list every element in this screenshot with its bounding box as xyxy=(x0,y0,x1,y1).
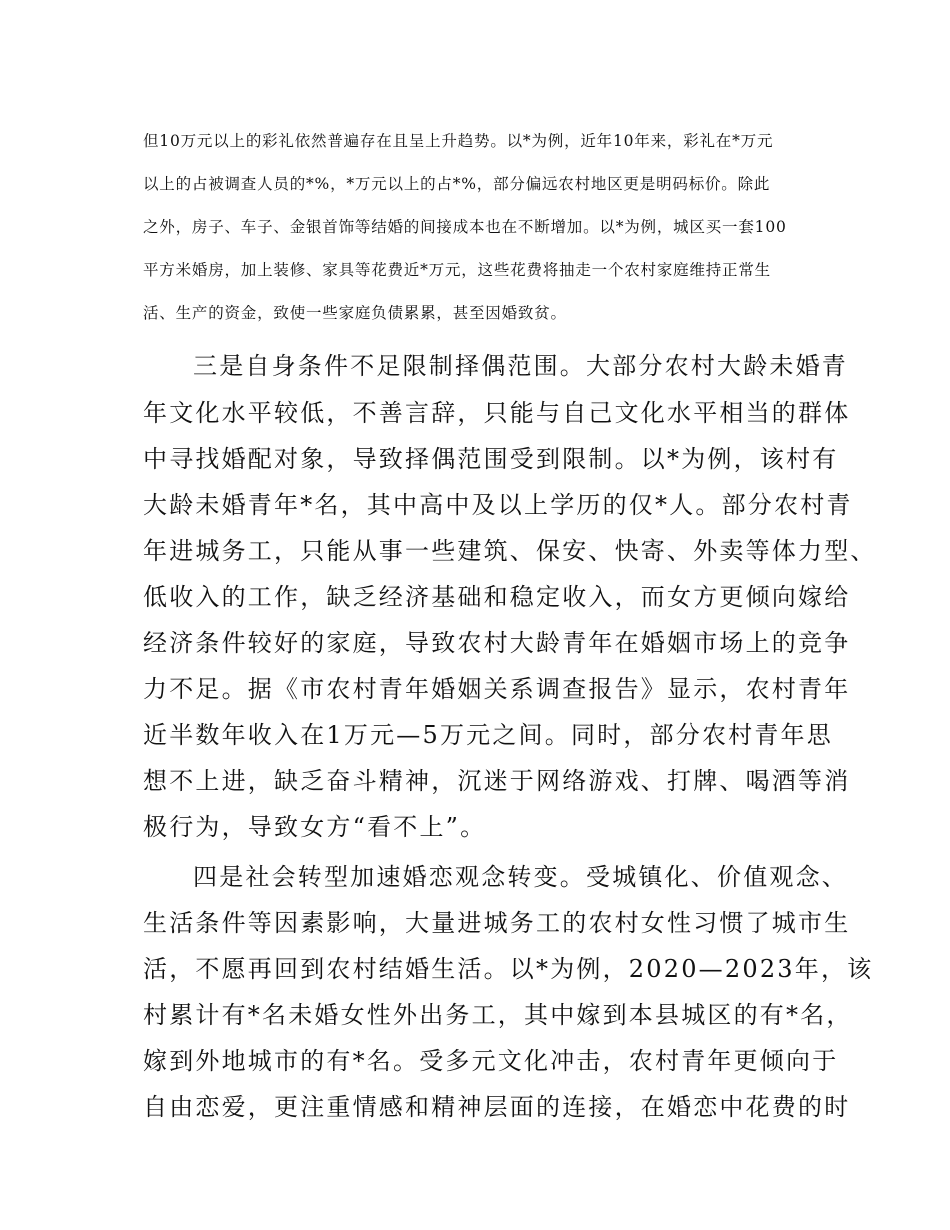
text-line: 大龄未婚青年*名，其中高中及以上学历的仅*人。部分农村青 xyxy=(143,491,853,519)
text-line: 极行为，导致女方“看不上”。 xyxy=(143,813,487,841)
text-line: 经济条件较好的家庭，导致农村大龄青年在婚姻市场上的竞争 xyxy=(143,629,851,657)
text-line: 但10万元以上的彩礼依然普遍存在且呈上升趋势。以*为例，近年10年来，彩礼在*万元 xyxy=(143,132,774,150)
text-line: 活，不愿再回到农村结婚生活。以*为例，2020—2023年，该 xyxy=(143,955,874,983)
text-line: 近半数年收入在1万元—5万元之间。同时，部分农村青年思 xyxy=(143,721,833,749)
text-line: 力不足。据《市农村青年婚姻关系调查报告》显示，农村青年 xyxy=(143,675,851,703)
text-line: 以上的占被调查人员的*%，*万元以上的占*%，部分偏远农村地区更是明码标价。除此 xyxy=(143,175,771,193)
text-line: 自由恋爱，更注重情感和精神层面的连接，在婚恋中花费的时 xyxy=(143,1093,851,1121)
text-line: 年文化水平较低，不善言辞，只能与自己文化水平相当的群体 xyxy=(143,399,851,427)
text-line: 年进城务工，只能从事一些建筑、保安、快寄、外卖等体力型、 xyxy=(143,537,877,565)
text-line: 平方米婚房，加上装修、家具等花费近*万元，这些花费将抽走一个农村家庭维持正常生 xyxy=(143,261,771,279)
text-line: 四是社会转型加速婚恋观念转变。受城镇化、价值观念、 xyxy=(193,863,848,891)
text-line: 中寻找婚配对象，导致择偶范围受到限制。以*为例，该村有 xyxy=(143,445,839,473)
text-line: 之外，房子、车子、金银首饰等结婚的间接成本也在不断增加。以*为例，城区买一套100 xyxy=(143,218,787,236)
text-line: 生活条件等因素影响，大量进城务工的农村女性习惯了城市生 xyxy=(143,909,851,937)
text-line: 嫁到外地城市的有*名。受多元文化冲击，农村青年更倾向于 xyxy=(143,1047,839,1075)
text-line: 村累计有*名未婚女性外出务工，其中嫁到本县城区的有*名， xyxy=(143,1001,853,1029)
text-line: 低收入的工作，缺乏经济基础和稳定收入，而女方更倾向嫁给 xyxy=(143,583,851,611)
text-line: 三是自身条件不足限制择偶范围。大部分农村大龄未婚青 xyxy=(193,352,848,380)
text-line: 活、生产的资金，致使一些家庭负债累累，甚至因婚致贫。 xyxy=(143,304,567,322)
text-line: 想不上进，缺乏奋斗精神，沉迷于网络游戏、打牌、喝酒等消 xyxy=(143,767,851,795)
